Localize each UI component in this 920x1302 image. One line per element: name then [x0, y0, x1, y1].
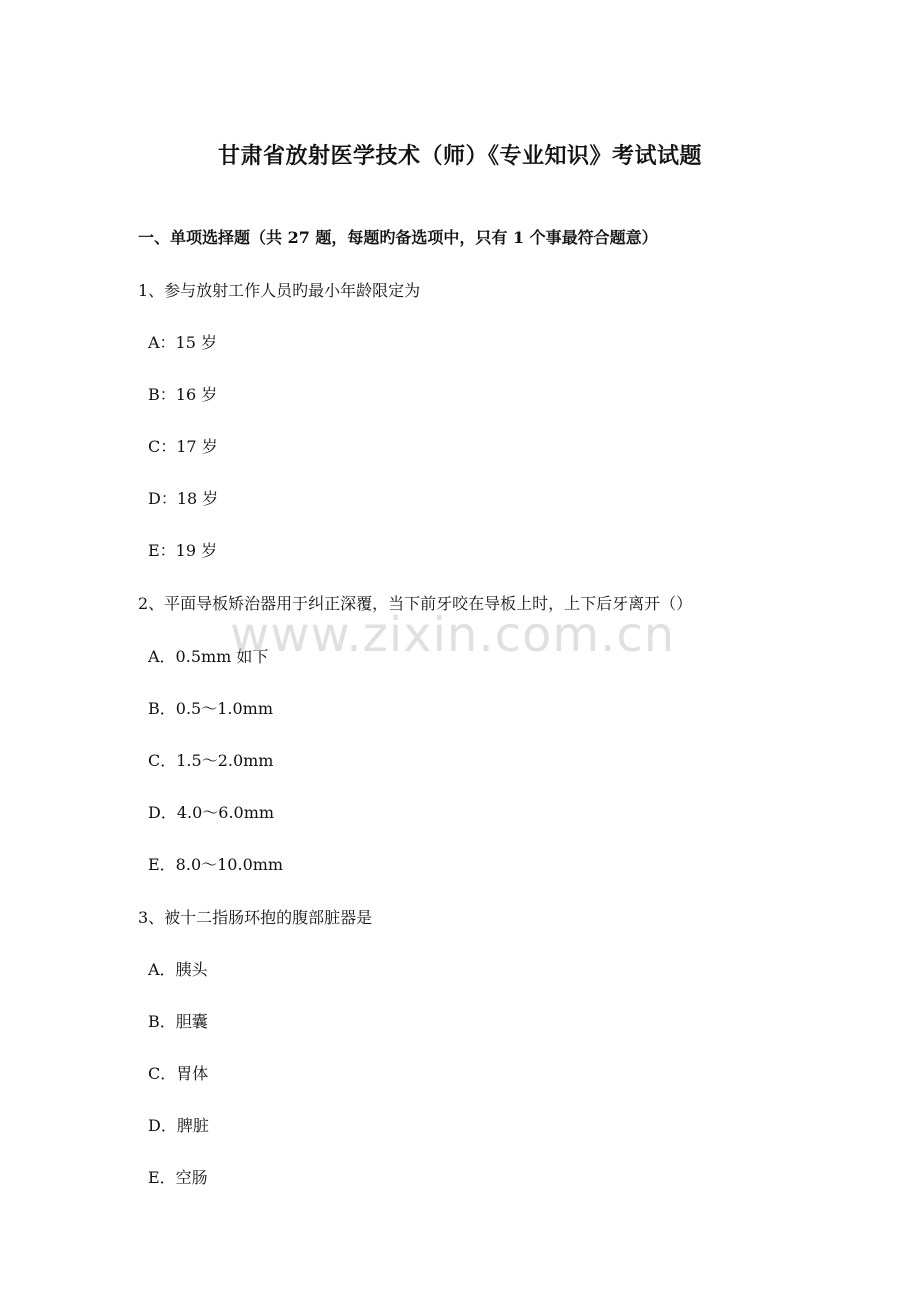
question-1-option-e: E：19 岁 — [148, 541, 218, 560]
question-1-option-b: B：16 岁 — [148, 385, 218, 404]
question-3-option-b: B．胆囊 — [148, 1012, 208, 1031]
section-heading: 一、单项选择题（共 27 题，每题旳备选项中，只有 1 个事最符合题意） — [138, 228, 658, 247]
question-3-option-c: C．胃体 — [148, 1064, 209, 1083]
watermark-text: www.zixin.com.cn — [230, 607, 676, 663]
question-1-option-c: C：17 岁 — [148, 437, 218, 456]
question-2-option-b: B．0.5～1.0mm — [148, 699, 273, 718]
question-3-option-d: D．脾脏 — [148, 1116, 209, 1135]
document-title: 甘肃省放射医学技术（师）《专业知识》考试试题 — [217, 143, 702, 169]
question-1-option-a: A：15 岁 — [148, 333, 218, 352]
question-3-stem: 3、被十二指肠环抱的腹部脏器是 — [138, 908, 373, 927]
question-3-option-e: E．空肠 — [148, 1168, 208, 1187]
question-3-option-a: A．胰头 — [148, 960, 208, 979]
question-2-option-e: E．8.0～10.0mm — [148, 855, 284, 874]
question-1-stem: 1、参与放射工作人员旳最小年龄限定为 — [138, 281, 421, 300]
question-1-option-d: D：18 岁 — [148, 489, 219, 508]
question-2-stem: 2、平面导板矫治器用于纠正深覆，当下前牙咬在导板上时，上下后牙离开（） — [138, 594, 693, 613]
question-2-option-a: A．0.5mm 如下 — [148, 647, 269, 666]
question-2-option-c: C．1.5～2.0mm — [148, 751, 274, 770]
question-2-option-d: D．4.0～6.0mm — [148, 803, 275, 822]
